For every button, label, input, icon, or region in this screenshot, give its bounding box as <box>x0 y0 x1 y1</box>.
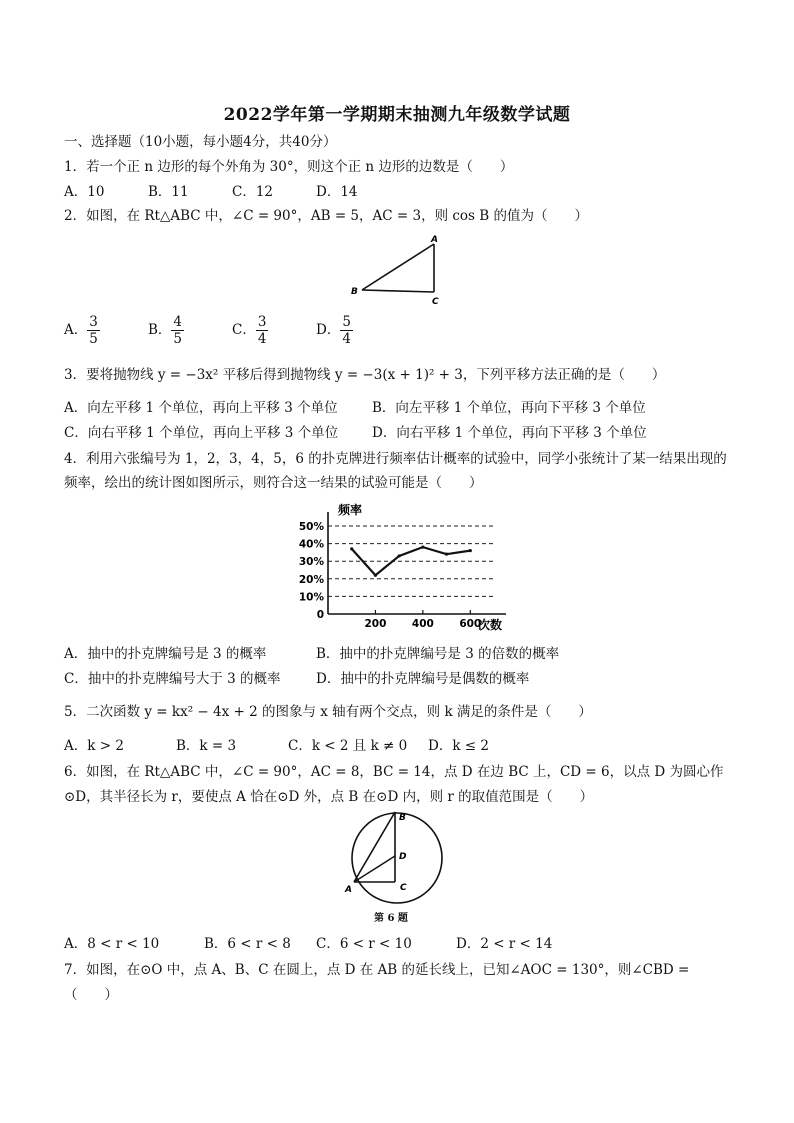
q3-stem: 3．要将抛物线 y = −3x² 平移后得到抛物线 y = −3(x + 1)² + 3，下列平移方法正确的是（ ） <box>64 367 666 383</box>
q5-option-c: C．k < 2 且 k ≠ 0 <box>288 738 408 754</box>
y-tick-label: 20% <box>298 573 324 586</box>
q2-label-a: A <box>431 235 438 245</box>
data-point <box>421 546 424 549</box>
series-line <box>352 547 471 575</box>
q1-option-a: A．10 <box>64 184 105 200</box>
y-tick-label: 30% <box>298 556 324 569</box>
q4-option-b: B．抽中的扑克牌编号是 3 的倍数的概率 <box>316 646 560 662</box>
q5-option-d: D．k ≤ 2 <box>428 738 489 754</box>
y-tick-label: 50% <box>298 521 324 533</box>
data-point <box>374 574 377 577</box>
x-tick-label: 200 <box>364 618 387 630</box>
q4-option-d: D．抽中的扑克牌编号是偶数的概率 <box>316 671 530 687</box>
q3-option-d: D．向右平移 1 个单位，再向下平移 3 个单位 <box>372 425 647 441</box>
q6-option-b: B．6 < r < 8 <box>204 936 291 952</box>
frequency-line-chart <box>290 498 510 636</box>
q5-option-b: B．k = 3 <box>176 738 237 754</box>
q5-stem: 5．二次函数 y = kx² − 4x + 2 的图象与 x 轴有两个交点，则 k 满足的条件是（ ） <box>64 704 592 720</box>
data-point <box>445 553 448 556</box>
q3-option-b: B．向左平移 1 个单位，再向下平移 3 个单位 <box>372 400 646 416</box>
q6-option-a: A．8 < r < 10 <box>64 936 160 952</box>
q5-option-a: A．k > 2 <box>64 738 124 754</box>
q6-label-c: C <box>400 883 407 893</box>
data-point <box>398 554 401 557</box>
q6-label-b: B <box>399 813 406 823</box>
q4-option-a: A．抽中的扑克牌编号是 3 的概率 <box>64 646 267 662</box>
q6-option-d: D．2 < r < 14 <box>456 936 553 952</box>
fraction: $\frac{4}{5}$ <box>173 314 183 347</box>
data-point <box>469 549 472 552</box>
q2-label-b: B <box>351 287 358 297</box>
q6-stem-line1: 6．如图，在 Rt△ABC 中，∠C = 90°，AC = 8，BC = 14，点 D 在边 BC 上，CD = 6，以点 D 为圆心作 <box>64 764 724 780</box>
q6-circle-figure <box>340 808 450 908</box>
q1-option-c: C．12 <box>232 184 274 200</box>
q3-option-c: C．向右平移 1 个单位，再向上平移 3 个单位 <box>64 425 339 441</box>
q6-figure-caption: 第 6 题 <box>374 913 408 924</box>
y-tick-label: 0 <box>316 609 324 621</box>
circle-d <box>352 813 442 903</box>
q6-stem-line2: ⊙D，其半径长为 r，要使点 A 恰在⊙D 外，点 B 在⊙D 内，则 r 的取值范围是（ ） <box>64 789 594 805</box>
q4-option-c: C．抽中的扑克牌编号大于 3 的概率 <box>64 671 281 687</box>
q2-option-c: C． $\frac{3}{4}$ <box>232 314 267 347</box>
q2-triangle-figure <box>340 232 460 306</box>
y-tick-label: 10% <box>298 591 324 604</box>
page-title: 2022学年第一学期期末抽测九年级数学试题 <box>223 105 571 125</box>
fraction: $\frac{3}{5}$ <box>89 314 98 347</box>
q4-stem-line2: 频率，绘出的统计图如图所示，则符合这一结果的试验可能是（ ） <box>64 475 483 491</box>
q2-stem: 2．如图，在 Rt△ABC 中，∠C = 90°，AB = 5，AC = 3，则 cos B 的值为（ ） <box>64 208 588 224</box>
q1-option-b: B．11 <box>148 184 189 200</box>
q3-option-a: A．向左平移 1 个单位，再向上平移 3 个单位 <box>64 400 338 416</box>
q7-stem-line1: 7．如图，在⊙O 中，点 A、B、C 在圆上，点 D 在 AB 的延长线上，已知∠AOC = 130°，则∠CBD = <box>64 962 690 978</box>
section-heading: 一、选择题（10小题，每小题4分，共40分） <box>64 134 337 150</box>
q2-option-d: D． $\frac{5}{4}$ <box>316 314 351 347</box>
q6-label-a: A <box>345 885 352 895</box>
q6-label-d: D <box>399 852 407 862</box>
q7-stem-line2: （ ） <box>64 987 118 1003</box>
x-tick-label: 400 <box>411 618 434 630</box>
q2-option-b: B． $\frac{4}{5}$ <box>148 314 183 347</box>
data-point <box>350 547 353 550</box>
q1-option-d: D．14 <box>316 184 358 200</box>
fraction: $\frac{3}{4}$ <box>257 314 267 347</box>
q2-option-a: A． $\frac{3}{5}$ <box>64 314 98 347</box>
q6-option-c: C．6 < r < 10 <box>316 936 412 952</box>
fraction: $\frac{5}{4}$ <box>342 314 351 347</box>
y-tick-label: 40% <box>298 538 324 551</box>
q2-label-c: C <box>432 297 439 306</box>
q4-stem-line1: 4．利用六张编号为 1，2，3，4，5，6 的扑克牌进行频率估计概率的试验中，同学小张统计了某一结果出现的 <box>64 451 727 467</box>
y-axis-label: 频率 <box>338 503 363 517</box>
x-tick-label: 600 <box>459 618 482 630</box>
x-axis-label: 次数 <box>478 618 503 632</box>
q1-stem: 1．若一个正 n 边形的每个外角为 30°，则这个正 n 边形的边数是（ ） <box>64 159 514 175</box>
